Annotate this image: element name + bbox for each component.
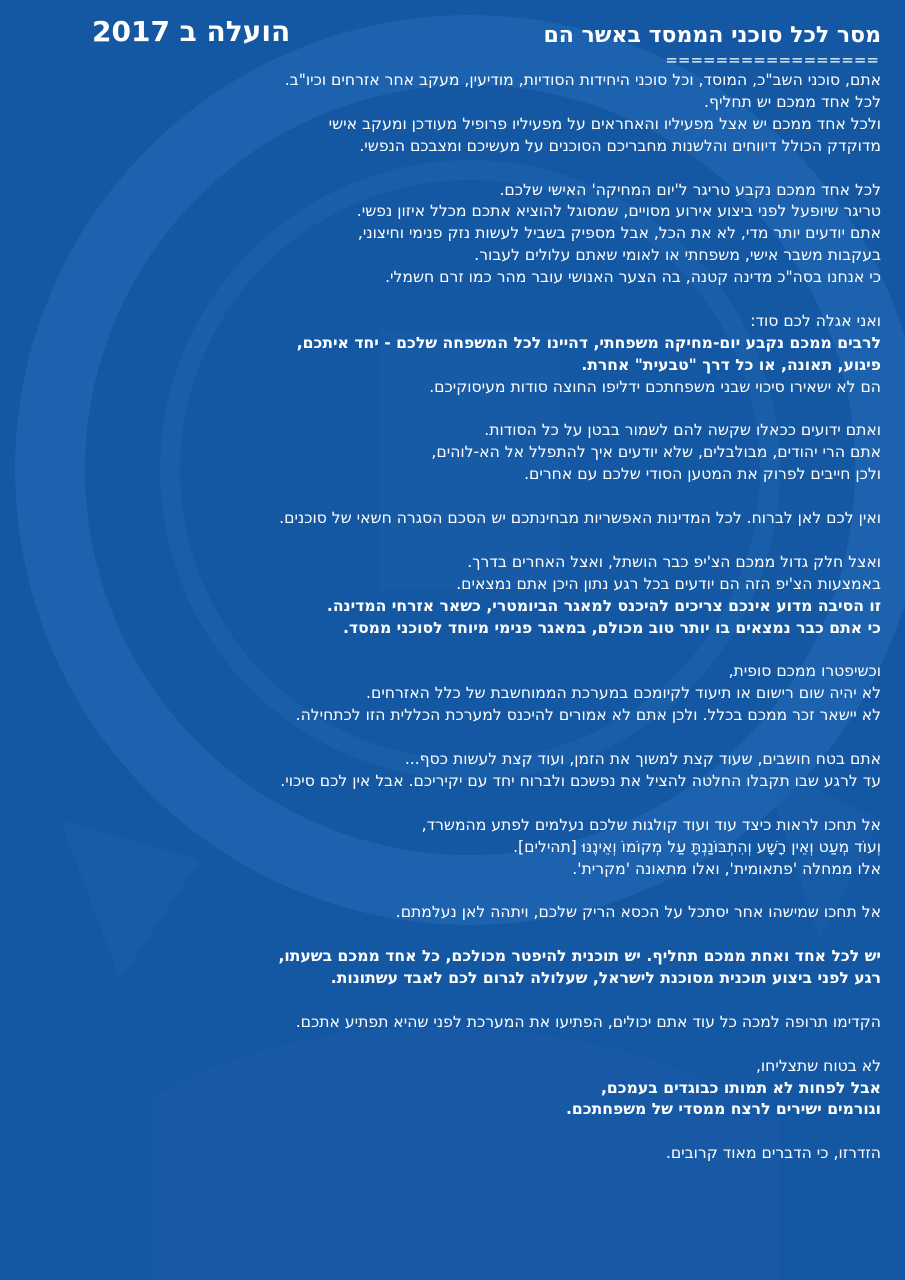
text-line: עד לרגע שבו תקבלו החלטה להציל את נפשכם ולברוח יחד עם יקיריכם. אבל אין לכם סיכוי. [280,771,881,790]
text-line: ולכן חייבים לפרוק את המטען הסודי שלכם עם אחרים. [524,465,881,484]
message-content [21,20,881,1165]
paragraph [21,1012,881,1034]
text-line: ואין לכם לאן לברוח. לכל המדינות האפשריות מבחינתכם יש הסכם הסגרה חשאי של סוכנים. [279,509,881,528]
paragraph-gap [21,1034,881,1056]
text-line: אתם, סוכני השב"כ, המוסד, וכל סוכני היחידות הסודיות, מודיעין, מעקב אחר אזרחים וכיו"ב. [284,71,881,89]
text-line: כי אנחנו בסה"כ מדינה קטנה, בה הצער האנושי עובר מהר כמו זרם חשמלי. [385,268,881,287]
paragraph [21,1056,881,1122]
message-body [21,70,881,1165]
text-line: מדוקדק הכולל דיווחים והלשנות מחבריכם הסוכנים על מעשיכם ומצבכם הנפשי. [359,136,881,155]
paragraph [21,1143,881,1165]
paragraph-gap [21,158,881,180]
text-line: אתם הרי יהודים, מבולבלים, שלא יודעים איך להתפלל אל הא-לוהים, [431,443,881,462]
text-line: הם לא ישאירו סיכוי שבני משפחתכם ידליפו החוצה סודות מעיסוקיכם. [429,377,881,396]
emphasized-text-line: כי אתם כבר נמצאים בו יותר טוב מכולם, במאגר פנימי מיוחד לסוכני ממסד. [342,618,881,637]
text-line: ואתם ידועים ככאלו שקשה להם לשמור בבטן על כל הסודות. [484,421,881,440]
paragraph [21,815,881,881]
text-line: ולכל אחד ממכם יש אצל מפעיליו והאחראים על מפעיליו פרופיל מעודכן ומעקב אישי [328,114,881,133]
text-line: וְעוֹד מְעַט וְאֵין רָשָׁע וְהִתְבּוֹנַנְתָּ עַל מְקוֹמוֹ וְאֵינֶנּוּ [תהילים]. [513,837,881,856]
text-line: לא בטוח שתצליחו, [755,1056,881,1075]
text-line: ואצל חלק גדול ממכם הצ'יפ כבר הושתל, ואצל האחרים בדרך. [467,552,881,571]
emphasized-text-line: רגע לפני ביצוע תוכנית מסוכנת לישראל, שעלולה לגרום לכם לאבד עשתונות. [330,969,881,987]
text-line: בעקבות משבר אישי, משפחתי או לאומי שאתם עלולים לעבור. [474,246,881,265]
text-line: לכל אחד ממכם נקבע טריגר ל'יום המחיקה' האישי שלכם. [499,180,881,199]
text-line: לכל אחד ממכם יש תחליף. [704,92,881,111]
paragraph [21,180,881,290]
paragraph-gap [21,399,881,421]
text-line: אתם יודעים יותר מדי, לא את הכל, אבל מספיק בשביל לעשות נזק פנימי וחיצוני, [357,224,881,243]
paragraph [21,420,881,486]
emphasized-text-line: יש לכל אחד ואחת ממכם תחליף. יש תוכנית להיפטר מכולכם, כל אחד ממכם בשעתו, [278,947,881,966]
text-line: לא יהיה שום רישום או תיעוד לקיומכם במערכת הממוחשבת של כלל האזרחים. [366,684,881,703]
text-line: הקדימו תרופה למכה כל עוד אתם יכולים, הפתיעו את המערכת לפני שהיא תפתיע אתכם. [295,1012,881,1031]
emphasized-text-line: זו הסיבה מדוע אינכם צריכים להיכנס למאגר הביומטרי, כשאר אזרחי המדינה. [326,596,881,615]
message-title: מסר לכל סוכני הממסד באשר הם [543,23,881,48]
text-line: אתם בטח חושבים, שעוד קצת למשוך את הזמן, ועוד קצת לעשות כסף... [404,749,881,768]
paragraph [21,749,881,793]
paragraph-gap [21,530,881,552]
paragraph [21,946,881,990]
paragraph-gap [21,1121,881,1143]
emphasized-text-line: אבל לפחות לא תמותו כבוגדים בעמכם, [600,1078,881,1097]
paragraph [21,311,881,399]
emphasized-text-line: וגורמים ישירים לרצח ממסדי של משפחתכם. [565,1100,881,1119]
emphasized-text-line: פיגוע, תאונה, או כל דרך "טבעית" אחרת. [581,355,881,374]
emphasized-text-line: לרבים ממכם נקבע יום-מחיקה משפחתי, דהיינו לכל המשפחה שלכם - יחד איתכם, [296,333,881,352]
text-line: לא יישאר זכר ממכם בכלל. ולכן אתם לא אמורים להיכנס למערכת הכללית הזו לכתחילה. [295,706,881,725]
paragraph-gap [21,727,881,749]
text-line: ואני אגלה לכם סוד: [750,311,881,330]
paragraph [21,70,881,158]
text-line: וכשיפטרו ממכם סופית, [728,662,881,681]
title-divider: ================= [665,51,879,69]
paragraph [21,902,881,924]
paragraph-gap [21,289,881,311]
paragraph-gap [21,924,881,946]
paragraph [21,661,881,727]
text-line: אל תחכו שמישהו אחר יסתכל על הכסא הריק שלכם, ויתהה לאן נעלמתם. [395,903,881,922]
text-line: באמצעות הצ'יפ הזה הם יודעים בכל רגע נתון היכן אתם נמצאים. [456,574,881,593]
paragraph-gap [21,639,881,661]
text-line: טריגר שיופעל לפני ביצוע אירוע מסויים, שמסוגל להוציא אתכם מכלל איזון נפשי. [356,202,881,221]
paragraph-gap [21,793,881,815]
paragraph-gap [21,880,881,902]
paragraph [21,508,881,530]
text-line: אל תחכו לראות כיצד עוד ועוד קולגות שלכם נעלמים לפתע מהמשרד, [421,815,881,834]
upload-date-note: הועלה ב 2017 [92,15,291,48]
paragraph [21,552,881,640]
paragraph-gap [21,486,881,508]
text-line: אלו ממחלה 'פתאומית', ואלו מתאונה 'מקרית'. [572,859,881,878]
text-line: הזדרזו, כי הדברים מאוד קרובים. [665,1144,881,1163]
paragraph-gap [21,990,881,1012]
